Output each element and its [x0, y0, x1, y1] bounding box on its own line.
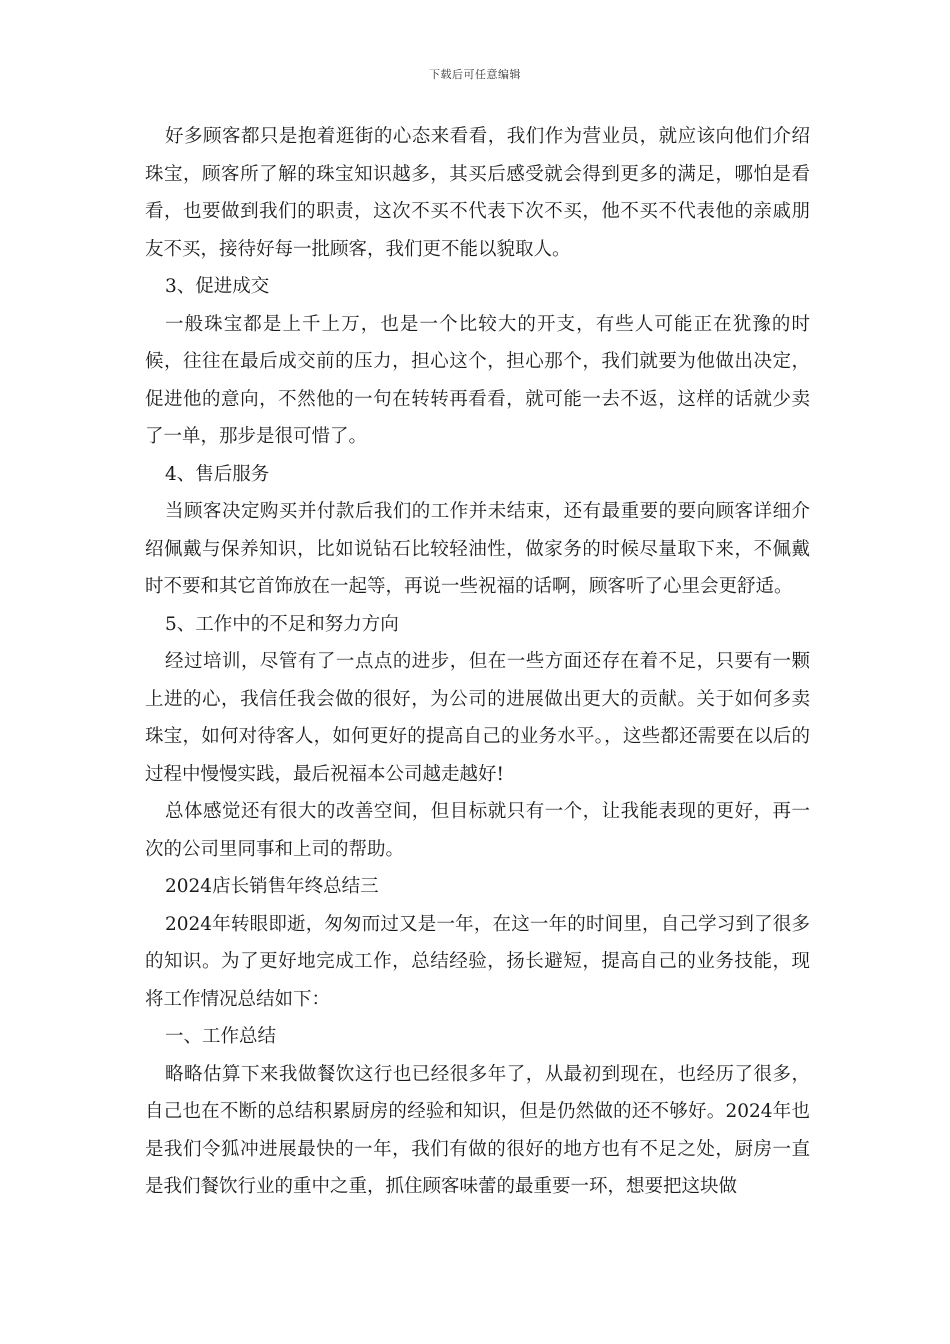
paragraph-year-intro: 2024年转眼即逝，匆匆而过又是一年，在这一年的时间里，自己学习到了很多的知识。为了更好地完成工作，总结经验，扬长避短，提高自己的业务技能，现将工作情况总结如下： [145, 913, 810, 1010]
heading-promote-deal: 3、促进成交 [165, 276, 270, 297]
heading-work-summary: 一、工作总结 [165, 1026, 277, 1047]
paragraph-promote-deal: 一般珠宝都是上千上万，也是一个比较大的开支，有些人可能正在犹豫的时候，往往在最后成交前的压力，担心这个，担心那个，我们就要为他做出决定，促进他的意向，不然他的一句在转转再看看，就可能一去不返，这样的话就少卖了一单，那步是很可惜了。 [145, 313, 810, 447]
heading-summary-three: 2024店长销售年终总结三 [165, 876, 379, 897]
header-note: 下载后可任意编辑 [429, 68, 521, 81]
paragraph-overall: 总体感觉还有很大的改善空间，但目标就只有一个，让我能表现的更好，再一次的公司里同事和上司的帮助。 [145, 801, 810, 860]
heading-after-sales: 4、售后服务 [165, 463, 270, 485]
paragraph-work-summary: 略略估算下来我做餐饮这行也已经很多年了，从最初到现在，也经历了很多，自己也在不断的总结积累厨房的经验和知识，但是仍然做的还不够好。2024年也是我们令狐冲进展最快的一年，我们有做的很好的地方也有不足之处，厨房一直是我们餐饮行业的重中之重，抓住顾客味蕾的最重要一环，想要把这块做 [145, 1063, 810, 1197]
heading-shortcomings: 5、工作中的不足和努力方向 [165, 613, 399, 635]
paragraph-after-sales: 当顾客决定购买并付款后我们的工作并未结束，还有最重要的要向顾客详细介绍佩戴与保养知识，比如说钻石比较轻油性，做家务的时候尽量取下来，不佩戴时不要和其它首饰放在一起等，再说一些祝福的话啊，顾客听了心里会更舒适。 [145, 501, 810, 597]
paragraph-browsing-customers: 好多顾客都只是抱着逛街的心态来看看，我们作为营业员，就应该向他们介绍珠宝，顾客所了解的珠宝知识越多，其买后感受就会得到更多的满足，哪怕是看看，也要做到我们的职责，这次不买不代表下次不买，他不买不代表他的亲戚朋友不买，接待好每一批顾客，我们更不能以貌取人。 [145, 126, 810, 260]
document-body [145, 118, 810, 1206]
paragraph-shortcomings: 经过培训，尽管有了一点点的进步，但在一些方面还存在着不足，只要有一颗上进的心，我信任我会做的很好，为公司的进展做出更大的贡献。关于如何多卖珠宝，如何对待客人，如何更好的提高自己的业务水平。，这些都还需要在以后的过程中慢慢实践，最后祝福本公司越走越好! [145, 651, 810, 785]
